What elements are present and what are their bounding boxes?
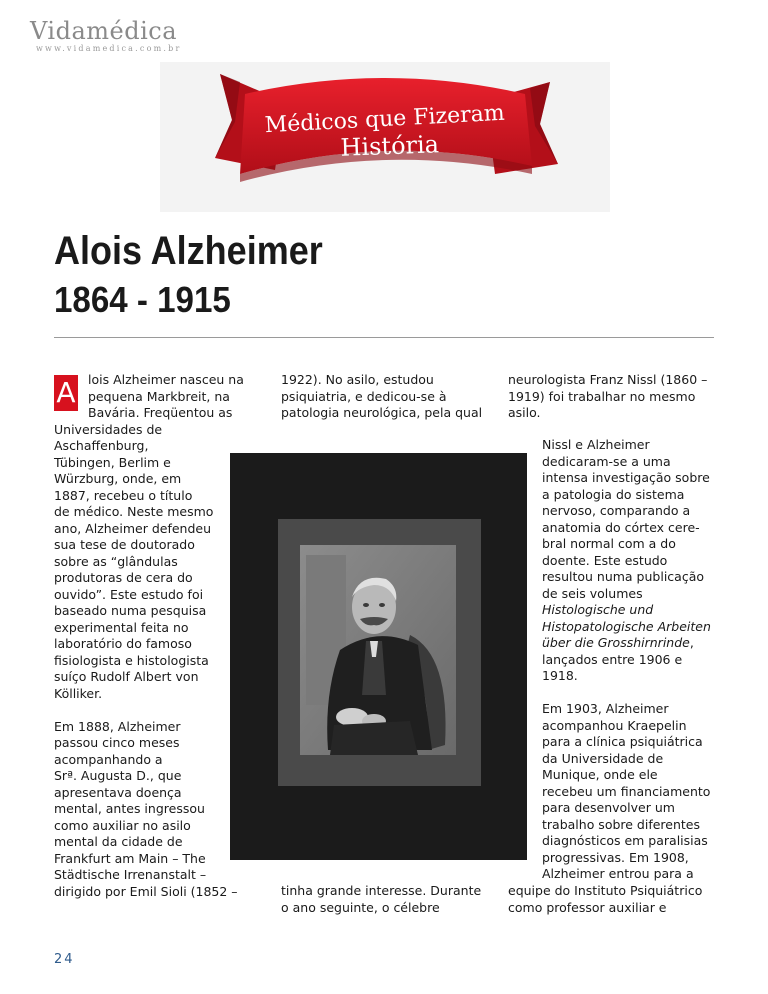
section-banner: [160, 62, 610, 212]
text-line: lançados entre 1906 e: [542, 651, 683, 667]
punctuation: ,: [689, 635, 694, 650]
text-line: para a clínica psiquiátrica: [542, 734, 703, 749]
text-line: o ano seguinte, o célebre: [281, 899, 440, 915]
text-line: 1919) foi trabalhar no mesmo: [508, 388, 696, 404]
text-line: sua tese de doutorado: [54, 537, 195, 552]
book-title-line: [542, 635, 711, 652]
text-line: equipe do Instituto Psiquiátrico: [508, 883, 703, 898]
logo-url: www.vidamedica.com.br: [36, 44, 182, 53]
text-line: baseado numa pesquisa: [54, 603, 207, 618]
text-line: Städtische Irrenanstalt –: [54, 867, 207, 882]
text-line: como auxiliar no asilo: [54, 817, 191, 833]
text-line: Würzburg, onde, em: [54, 471, 182, 486]
column-1-text: [54, 422, 238, 901]
column-3-paragraph-2: [542, 437, 711, 685]
text-line: acompanhando a: [54, 751, 163, 767]
text-line: Bavária. Freqüentou as: [88, 405, 233, 420]
text-line: acompanhou Kraepelin: [542, 717, 687, 733]
page-number: 24: [54, 952, 75, 967]
article-years: 1864 - 1915: [54, 279, 231, 320]
text-line: [54, 702, 238, 719]
book-title-line: Histopatologische Arbeiten: [542, 618, 711, 634]
text-line: neurologista Franz Nissl (1860 –: [508, 372, 708, 387]
text-line: ouvido”. Este estudo foi: [54, 586, 204, 602]
column-2-bottom-text: [281, 883, 481, 916]
text-line: diagnósticos em paralisias: [542, 833, 708, 848]
text-line: doente. Este estudo: [542, 552, 668, 568]
text-line: Frankfurt am Main – The: [54, 850, 206, 866]
book-title-end: über die Grosshirnrinde: [542, 635, 690, 650]
text-line: como professor auxiliar e: [508, 899, 667, 915]
text-line: fisiologista e histologista: [54, 652, 209, 668]
text-line: Srª. Augusta D., que: [54, 768, 182, 783]
text-line: trabalho sobre diferentes: [542, 816, 701, 832]
text-line: tinha grande interesse. Durante: [281, 883, 482, 898]
text-line: produtoras de cera do: [54, 570, 193, 585]
text-line: recebeu um financiamento: [542, 783, 711, 799]
text-line: dedicaram-se a uma: [542, 453, 671, 469]
text-line: Em 1903, Alzheimer: [542, 701, 669, 716]
logo-name: Vidamédica: [30, 17, 178, 45]
publication-logo[interactable]: [30, 18, 200, 58]
text-line: Kölliker.: [54, 685, 103, 701]
book-title-line: Histologische und: [542, 602, 654, 617]
text-line: psiquiatria, e dedicou-se à: [281, 388, 447, 404]
text-line: de médico. Neste mesmo: [54, 504, 214, 519]
text-line: laboratório do famoso: [54, 636, 192, 651]
text-line: Nissl e Alzheimer: [542, 437, 650, 452]
text-line: patologia neurológica, pela qual: [281, 405, 483, 420]
column-2-top-text: [281, 372, 482, 422]
column-3-top-text: [508, 372, 707, 422]
text-line: bral normal com a do: [542, 536, 676, 551]
portrait-photo: [300, 545, 456, 755]
text-line: progressivas. Em 1908,: [542, 849, 689, 865]
text-line: lois Alzheimer nasceu na: [88, 372, 244, 387]
text-line: 1887, recebeu o título: [54, 487, 193, 503]
text-line: nervoso, comparando a: [542, 503, 691, 518]
text-line: de seis volumes: [542, 585, 643, 601]
title-divider: [54, 337, 714, 338]
text-line: resultou numa publicação: [542, 569, 705, 584]
text-line: intensa investigação sobre: [542, 470, 710, 485]
text-line: experimental feita no: [54, 619, 189, 635]
text-line: Universidades de: [54, 421, 163, 437]
text-line: Alzheimer entrou para a: [542, 866, 694, 881]
text-line: passou cinco meses: [54, 735, 180, 750]
text-line: mental, antes ingressou: [54, 801, 205, 816]
column-3-bottom-text: [508, 883, 702, 916]
text-line: Em 1888, Alzheimer: [54, 718, 181, 734]
text-line: da Universidade de: [542, 750, 664, 766]
text-line: sobre as “glândulas: [54, 553, 178, 569]
banner-line2: História: [340, 130, 440, 162]
text-line: asilo.: [508, 405, 541, 420]
text-line: Tübingen, Berlim e: [54, 454, 171, 470]
column-3-paragraph-3: [542, 701, 710, 883]
article-title: Alois Alzheimer: [54, 229, 323, 273]
banner-line1: Médicos que Fizeram: [264, 100, 506, 139]
text-line: 1918.: [542, 668, 578, 683]
text-line: mental da cidade de: [54, 834, 183, 849]
text-line: pequena Markbreit, na: [88, 388, 230, 404]
text-line: Aschaffenburg,: [54, 438, 149, 453]
text-line: a patologia do sistema: [542, 486, 685, 502]
text-line: anatomia do córtex cere-: [542, 519, 700, 535]
text-line: suíço Rudolf Albert von: [54, 669, 199, 684]
text-line: 1922). No asilo, estudou: [281, 372, 434, 387]
text-line: ano, Alzheimer defendeu: [54, 520, 212, 536]
col1-intro: [88, 372, 244, 422]
text-line: dirigido por Emil Sioli (1852 –: [54, 883, 238, 899]
text-line: para desenvolver um: [542, 800, 675, 815]
drop-cap: A: [54, 375, 78, 411]
text-line: Munique, onde ele: [542, 767, 658, 782]
text-line: apresentava doença: [54, 784, 182, 800]
